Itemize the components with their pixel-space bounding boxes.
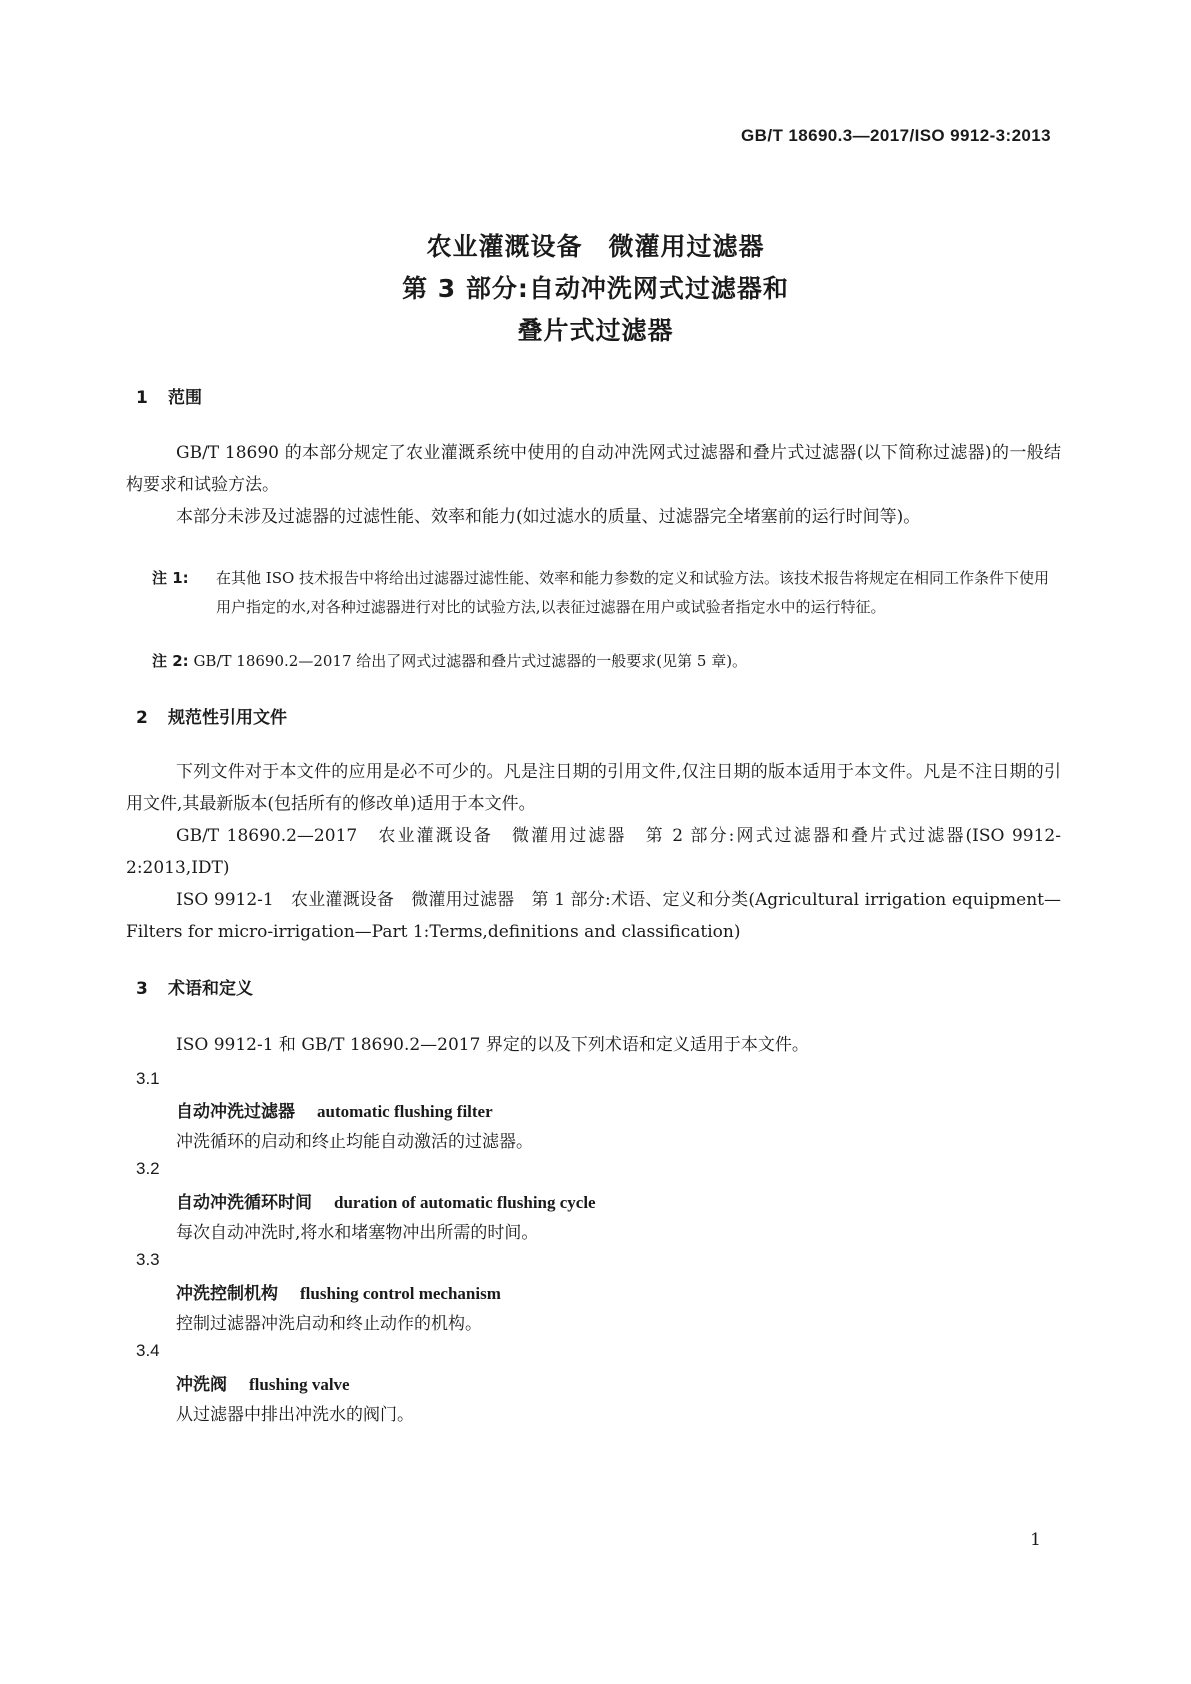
reference-1: GB/T 18690.2—2017 农业灌溉设备 微灌用过滤器 第 2 部分:网式过滤器和叠片式过滤器(ISO 9912-2:2013,IDT) [126,826,1061,878]
term-zh: 冲洗阀 [176,1375,227,1395]
section-number: 3 [136,979,148,999]
term-title [176,1279,501,1304]
section-number: 1 [136,388,148,408]
term-en: flushing valve [249,1375,350,1394]
section-2-body [126,756,1061,948]
section-2-heading [136,703,287,728]
term-zh: 自动冲洗循环时间 [176,1193,312,1213]
term-en: flushing control mechanism [300,1284,501,1303]
term-number: 3.3 [136,1250,160,1269]
note-text: 在其他 ISO 技术报告中将给出过滤器过滤性能、效率和能力参数的定义和试验方法。该技术报告将规定在相同工作条件下使用用户指定的水,对各种过滤器进行对比的试验方法,以表征过滤器在用户或试验者指定水中的运行特征。 [216,569,1050,616]
term-title [176,1370,350,1395]
standard-code: GB/T 18690.3—2017/ISO 9912-3:2013 [741,126,1051,145]
term-definition: 每次自动冲洗时,将水和堵塞物冲出所需的时间。 [176,1223,539,1243]
section-number: 2 [136,708,148,728]
page-number: 1 [1030,1530,1041,1550]
title-line-1: 农业灌溉设备 微灌用过滤器 [426,232,765,261]
section-1-heading [136,383,202,408]
paragraph: 本部分未涉及过滤器的过滤性能、效率和能力(如过滤水的质量、过滤器完全堵塞前的运行时间等)。 [176,507,921,527]
term-en: automatic flushing filter [317,1102,493,1121]
section-3-intro [126,1029,1061,1061]
paragraph: ISO 9912-1 和 GB/T 18690.2—2017 界定的以及下列术语和定义适用于本文件。 [176,1035,809,1055]
term-definition: 冲洗循环的启动和终止均能自动激活的过滤器。 [176,1132,533,1152]
term-number: 3.4 [136,1341,160,1360]
section-title: 范围 [168,388,202,408]
title-line-2: 第 3 部分:自动冲洗网式过滤器和 [402,274,789,303]
term-number: 3.1 [136,1069,160,1088]
reference-2: ISO 9912-1 农业灌溉设备 微灌用过滤器 第 1 部分:术语、定义和分类(Agricultural irrigation equipment—Filters for micro-irrigation—Part 1:Terms,definitions and classification) [126,890,1061,942]
term-zh: 自动冲洗过滤器 [176,1102,295,1122]
note-label: 注 2: [152,652,189,670]
term-title [176,1097,493,1122]
title-line-3: 叠片式过滤器 [517,316,674,345]
term-definition: 从过滤器中排出冲洗水的阀门。 [176,1405,414,1425]
paragraph: GB/T 18690 的本部分规定了农业灌溉系统中使用的自动冲洗网式过滤器和叠片式过滤器(以下简称过滤器)的一般结构要求和试验方法。 [126,443,1061,495]
note-2 [152,647,1060,676]
paragraph: 下列文件对于本文件的应用是必不可少的。凡是注日期的引用文件,仅注日期的版本适用于本文件。凡是不注日期的引用文件,其最新版本(包括所有的修改单)适用于本文件。 [126,762,1061,814]
section-title: 术语和定义 [168,979,253,999]
document-title [0,226,1191,352]
term-zh: 冲洗控制机构 [176,1284,278,1304]
note-label: 注 1: [152,569,189,587]
term-number: 3.2 [136,1159,160,1178]
section-3-heading [136,974,253,999]
section-title: 规范性引用文件 [168,708,287,728]
term-title [176,1188,596,1213]
note-1 [152,564,1060,622]
note-text: GB/T 18690.2—2017 给出了网式过滤器和叠片式过滤器的一般要求(见第 5 章)。 [193,652,748,670]
term-definition: 控制过滤器冲洗启动和终止动作的机构。 [176,1314,482,1334]
term-en: duration of automatic flushing cycle [334,1193,596,1212]
section-1-body [126,437,1061,533]
